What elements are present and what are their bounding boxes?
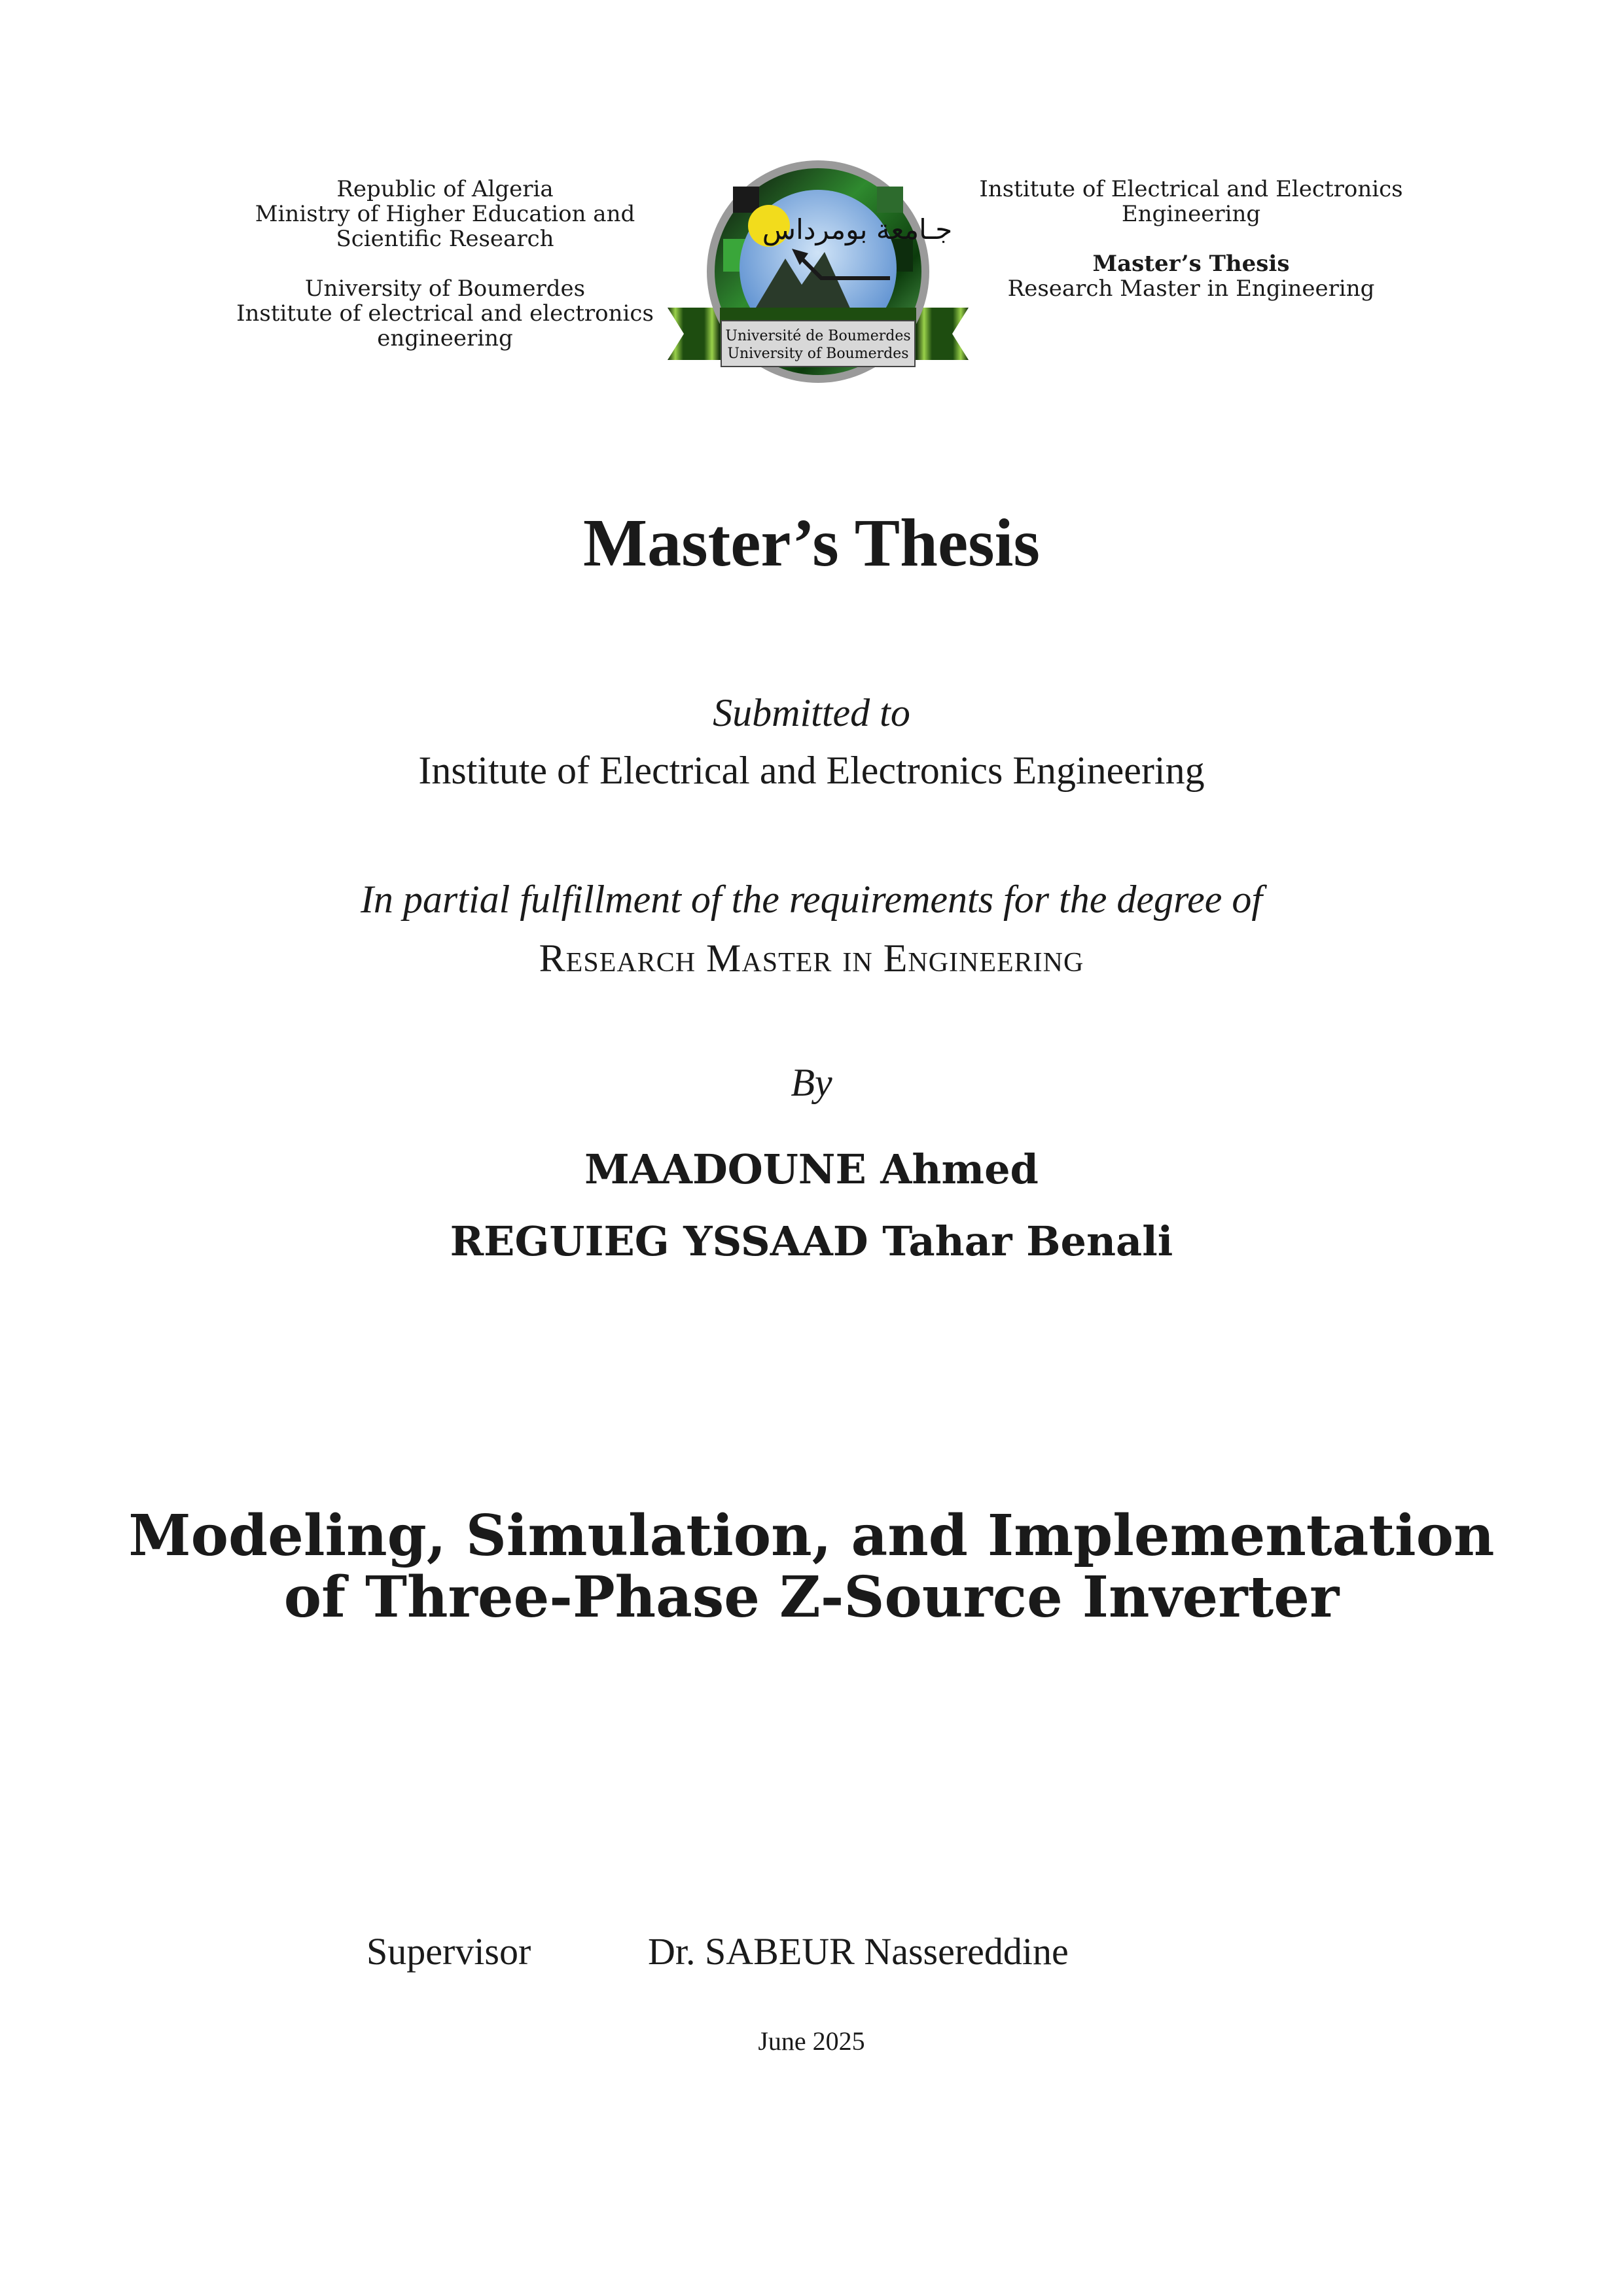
header-right-institute: Institute of Electrical and Electronics	[979, 176, 1403, 202]
header-institute: Institute of electrical and electronics	[236, 300, 654, 327]
header-ministry: Ministry of Higher Education and	[255, 201, 635, 227]
thesis-title-line1: Modeling, Simulation, and Implementation	[128, 1503, 1495, 1569]
university-seal-icon	[661, 160, 975, 389]
header-right-institute-cont: Engineering	[1121, 201, 1261, 227]
thesis-title	[0, 1505, 1623, 1628]
logo-arabic-text: جـامعة بومرداس	[762, 213, 953, 245]
header-right-program: Research Master in Engineering	[1007, 276, 1375, 302]
supervisor-name: Dr. SABEUR Nassereddine	[648, 1930, 1069, 1973]
header-republic: Republic of Algeria	[336, 176, 554, 202]
logo-banner-french: Université de Boumerdes	[725, 328, 911, 344]
page-title: Master’s Thesis	[582, 505, 1041, 581]
supervisor-label: Supervisor	[366, 1930, 531, 1973]
author-name: REGUIEG YSSAAD Tahar Benali	[450, 1217, 1173, 1265]
university-logo	[661, 160, 975, 389]
submitted-to-institute: Institute of Electrical and Electronics Engineering	[418, 749, 1205, 792]
by-label: By	[791, 1061, 832, 1104]
header-left-block	[236, 177, 654, 351]
header-university: University of Boumerdes	[304, 276, 586, 302]
header-research: Scientific Research	[336, 226, 554, 252]
thesis-title-line2: of Three-Phase Z-Source Inverter	[283, 1564, 1340, 1630]
header-right-block	[969, 177, 1414, 301]
fulfillment-statement: In partial fulfillment of the requirements for the degree of	[360, 878, 1263, 921]
header-institute-cont: engineering	[377, 325, 513, 351]
degree-name: Research Master in Engineering	[539, 937, 1084, 980]
header-right-thesis-type: Master’s Thesis	[1092, 251, 1290, 277]
submission-date: June 2025	[758, 2026, 865, 2056]
author-name: MAADOUNE Ahmed	[584, 1145, 1039, 1193]
submitted-to-label: Submitted to	[713, 691, 910, 734]
logo-banner-english: University of Boumerdes	[727, 346, 909, 362]
